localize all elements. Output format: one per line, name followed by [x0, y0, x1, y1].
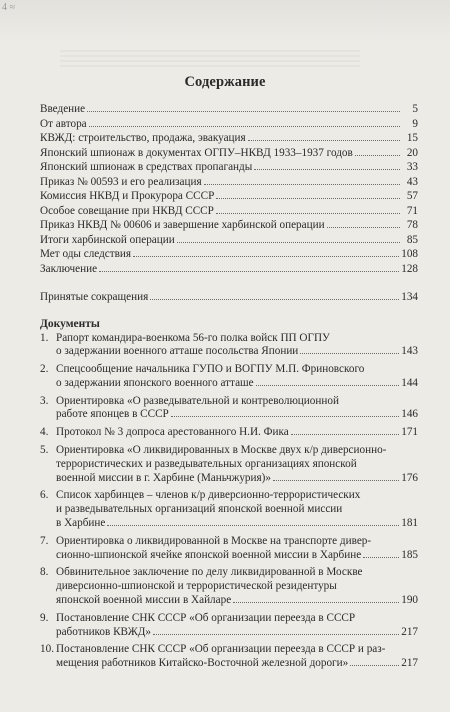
document-page: 176 — [401, 471, 418, 484]
document-page: 171 — [401, 426, 418, 439]
toc-row[interactable] — [40, 262, 418, 277]
leader-dots — [204, 175, 400, 185]
document-line: Список харбинцев – членов к/р диверсионно-террористических — [56, 489, 361, 502]
toc-label: Особое совещание при НКВД СССР — [40, 204, 214, 217]
document-line: террористических и разведывательных организациях японской — [56, 457, 357, 470]
document-last-line — [56, 517, 418, 531]
leader-dots — [254, 160, 400, 170]
leader-dots — [150, 290, 399, 300]
leader-dots — [350, 657, 399, 666]
bleed-through-text — [60, 50, 360, 70]
toc-page: 128 — [401, 262, 418, 275]
document-entry[interactable] — [40, 535, 418, 563]
leader-dots — [177, 233, 400, 243]
toc-row[interactable] — [40, 102, 418, 117]
leader-dots — [107, 517, 399, 526]
leader-dots — [216, 204, 400, 214]
toc-label: Принятые сокращения — [40, 291, 149, 303]
document-entry[interactable] — [40, 395, 418, 423]
document-text — [56, 332, 418, 360]
toc-page: 20 — [406, 146, 418, 159]
document-entry[interactable] — [40, 643, 418, 671]
toc-row[interactable] — [40, 218, 418, 233]
spacer — [40, 276, 418, 290]
document-line: Ориентировка «О ликвидированных в Москве двух к/р диверсионно- — [56, 444, 387, 457]
document-last-line — [56, 549, 418, 563]
document-entry[interactable] — [40, 426, 418, 440]
document-line: Спецсообщение начальника ГУПО и ВОГПУ М.П. Фриновского — [56, 363, 365, 376]
toc-row[interactable] — [40, 146, 418, 161]
toc-row[interactable] — [40, 160, 418, 175]
toc-label: Итоги харбинской операции — [40, 233, 175, 246]
document-number: 8. — [40, 566, 49, 579]
document-entry[interactable] — [40, 612, 418, 640]
document-line: Ориентировка «О разведывательной и контреволюционной — [56, 394, 339, 407]
toc-row[interactable] — [40, 117, 418, 132]
document-last-line — [56, 472, 418, 486]
document-last-line — [56, 626, 418, 640]
leader-dots — [233, 594, 399, 603]
document-number: 7. — [40, 534, 49, 547]
leader-dots — [256, 377, 400, 386]
leader-dots — [216, 189, 400, 199]
document-text — [56, 612, 418, 640]
toc-label: Введение — [40, 103, 86, 115]
document-text — [56, 444, 418, 485]
page-title: Содержание — [184, 74, 266, 90]
document-line: работников КВЖД» — [56, 625, 151, 638]
document-number: 3. — [40, 394, 49, 407]
leader-dots — [355, 146, 400, 156]
document-line: Обвинительное заключение по делу ликвидированной в Москве — [56, 566, 363, 579]
toc-row[interactable] — [40, 204, 418, 219]
leader-dots — [87, 102, 400, 112]
toc-label: Заключение — [40, 262, 98, 275]
document-last-line — [56, 426, 418, 440]
document-line: Постановление СНК СССР «Об организации переезда в СССР и раз- — [56, 643, 386, 656]
toc-label: КВЖД: строительство, продажа, эвакуация — [40, 132, 246, 144]
document-text — [56, 395, 418, 423]
leader-dots — [363, 549, 399, 558]
documents-list — [40, 332, 418, 676]
document-text — [56, 566, 418, 607]
document-last-line — [56, 377, 418, 391]
document-text — [56, 489, 418, 530]
toc-label: От автора — [40, 117, 87, 130]
spacer — [40, 671, 418, 675]
toc-page: 108 — [401, 248, 418, 260]
toc-label: Комиссия НКВД и Прокурора СССР — [40, 190, 215, 202]
document-text — [56, 643, 418, 671]
document-number: 10. — [40, 643, 54, 656]
document-page: 190 — [401, 594, 418, 607]
document-line: в Харбине — [56, 517, 106, 530]
document-page: 144 — [401, 376, 418, 389]
document-line: мещения работников Китайско-Восточной железной дороги» — [56, 657, 349, 670]
document-line: Постановление СНК СССР «Об организации переезда в СССР — [56, 611, 356, 624]
document-line: Ориентировка о ликвидированной в Москве на транспорте дивер- — [56, 534, 372, 547]
document-line: о задержании японского военного атташе — [56, 376, 254, 389]
page-top-edge — [0, 0, 450, 40]
toc-list — [40, 102, 418, 276]
leader-dots — [327, 218, 400, 228]
toc-row[interactable] — [40, 175, 418, 190]
documents-heading: Документы — [40, 317, 100, 330]
document-line: о задержании военного атташе посольства Японии — [56, 345, 299, 358]
document-line: Рапорт командира-военкома 56-го полка войск ПП ОГПУ — [56, 331, 330, 344]
document-line: японской военной миссии в Хайларе — [56, 594, 232, 607]
document-text — [56, 363, 418, 391]
toc-page: 78 — [406, 219, 418, 231]
document-number: 1. — [40, 331, 49, 344]
document-last-line — [56, 594, 418, 608]
document-entry[interactable] — [40, 444, 418, 485]
document-line: диверсионно-шпионской и террористической резидентуры — [56, 580, 337, 593]
toc-row-abbreviations[interactable] — [40, 290, 418, 305]
document-entry[interactable] — [40, 363, 418, 391]
document-page: 143 — [401, 345, 418, 358]
document-line: работе японцев в СССР — [56, 408, 169, 421]
leader-dots — [171, 408, 399, 417]
document-number: 5. — [40, 444, 49, 457]
toc-label: Японский шпионаж в средствах пропаганды — [40, 161, 253, 173]
document-last-line — [56, 657, 418, 671]
document-page: 217 — [401, 625, 418, 638]
table-of-contents — [40, 102, 418, 675]
document-number: 9. — [40, 611, 49, 624]
document-line: военной миссии в г. Харбине (Маньчжурия)» — [56, 471, 271, 484]
toc-page: 33 — [406, 161, 418, 173]
toc-row[interactable] — [40, 131, 418, 146]
leader-dots — [99, 262, 399, 272]
leader-dots — [153, 626, 399, 635]
toc-page: 15 — [406, 132, 418, 144]
leader-dots — [300, 345, 399, 354]
document-page: 185 — [401, 548, 418, 561]
toc-page: 57 — [406, 190, 418, 202]
toc-page: 134 — [401, 291, 418, 303]
document-text — [56, 426, 418, 440]
toc-page: 9 — [412, 117, 418, 130]
toc-page: 85 — [406, 233, 418, 246]
document-last-line — [56, 345, 418, 359]
leader-dots — [291, 426, 400, 435]
document-entry[interactable] — [40, 489, 418, 530]
corner-mark: 4 ≈ — [2, 2, 15, 13]
document-number: 4. — [40, 426, 49, 439]
document-last-line — [56, 408, 418, 422]
toc-label: Мет оды следствия — [40, 248, 132, 260]
document-entry[interactable] — [40, 332, 418, 360]
document-page: 181 — [401, 517, 418, 530]
toc-label: Приказ НКВД № 00606 и завершение харбинской операции — [40, 219, 325, 231]
toc-page: 5 — [412, 103, 418, 115]
toc-row[interactable] — [40, 189, 418, 204]
toc-label: Японский шпионаж в документах ОГПУ–НКВД 1933–1937 годов — [40, 146, 353, 159]
toc-page: 71 — [406, 204, 418, 217]
document-number: 6. — [40, 489, 49, 502]
document-text — [56, 535, 418, 563]
document-page: 146 — [401, 408, 418, 421]
toc-row[interactable] — [40, 233, 418, 248]
document-line: и разведывательных организаций японской военной миссии — [56, 503, 343, 516]
leader-dots — [273, 472, 399, 481]
toc-row[interactable] — [40, 247, 418, 262]
leader-dots — [89, 117, 400, 127]
toc-page: 43 — [406, 175, 418, 188]
leader-dots — [248, 131, 400, 141]
document-entry[interactable] — [40, 566, 418, 607]
document-page: 217 — [401, 657, 418, 670]
document-line: Протокол № 3 допроса арестованного Н.И. Фика — [56, 426, 289, 439]
document-number: 2. — [40, 363, 49, 376]
document-line: сионно-шпионской ячейке японской военной миссии в Харбине — [56, 548, 362, 561]
toc-label: Приказ № 00593 и его реализация — [40, 175, 202, 188]
leader-dots — [133, 247, 399, 257]
